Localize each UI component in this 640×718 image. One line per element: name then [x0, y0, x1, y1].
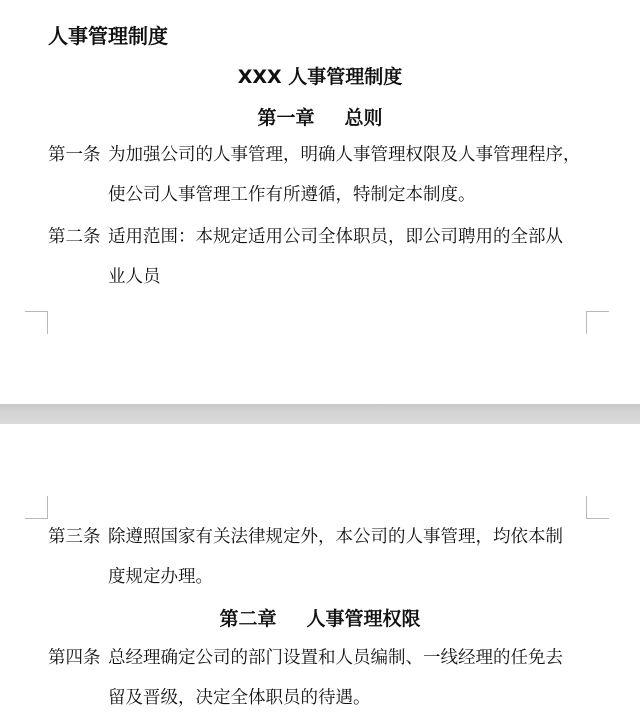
- article-text-line: 度规定办理。: [108, 567, 213, 587]
- article-3: [48, 517, 593, 597]
- page-separator: [0, 404, 640, 424]
- article-2: [48, 217, 593, 297]
- article-4: [48, 638, 593, 718]
- page-margin-corner-bottom-left: [25, 311, 48, 334]
- article-text-line: 留及晋级，决定全体职员的待遇。: [108, 688, 371, 708]
- chapter-heading-1: [0, 103, 640, 130]
- chapter-name: 人事管理权限: [306, 608, 421, 630]
- article-number: 第三条: [48, 527, 101, 547]
- page-margin-corner-top-right: [586, 496, 609, 519]
- page-margin-corner-bottom-right: [586, 311, 609, 334]
- page-margin-corner-top-left: [25, 496, 48, 519]
- article-text-line: 除遵照国家有关法律规定外，本公司的人事管理，均依本制: [108, 527, 563, 547]
- chapter-number: 第二章: [219, 608, 277, 630]
- article-text-line: 使公司人事管理工作有所遵循，特制定本制度。: [108, 185, 476, 205]
- article-number: 第二条: [48, 227, 101, 247]
- chapter-number: 第一章: [257, 107, 315, 129]
- document-title: XXX 人事管理制度: [237, 66, 403, 88]
- chapter-heading-2: [0, 604, 640, 631]
- article-text-line: 适用范围：本规定适用公司全体职员，即公司聘用的全部从: [108, 227, 563, 247]
- article-text-line: 总经理确定公司的部门设置和人员编制、一线经理的任免去: [108, 648, 563, 668]
- article-1: [48, 135, 593, 215]
- document-heading: 人事管理制度: [48, 24, 168, 48]
- article-text-line: 业人员: [108, 267, 161, 287]
- article-number: 第一条: [48, 145, 101, 165]
- document-page-2: [0, 424, 640, 711]
- chapter-name: 总则: [344, 107, 383, 129]
- article-text-line: 为加强公司的人事管理，明确人事管理权限及人事管理程序，: [108, 145, 581, 165]
- article-number: 第四条: [48, 648, 101, 668]
